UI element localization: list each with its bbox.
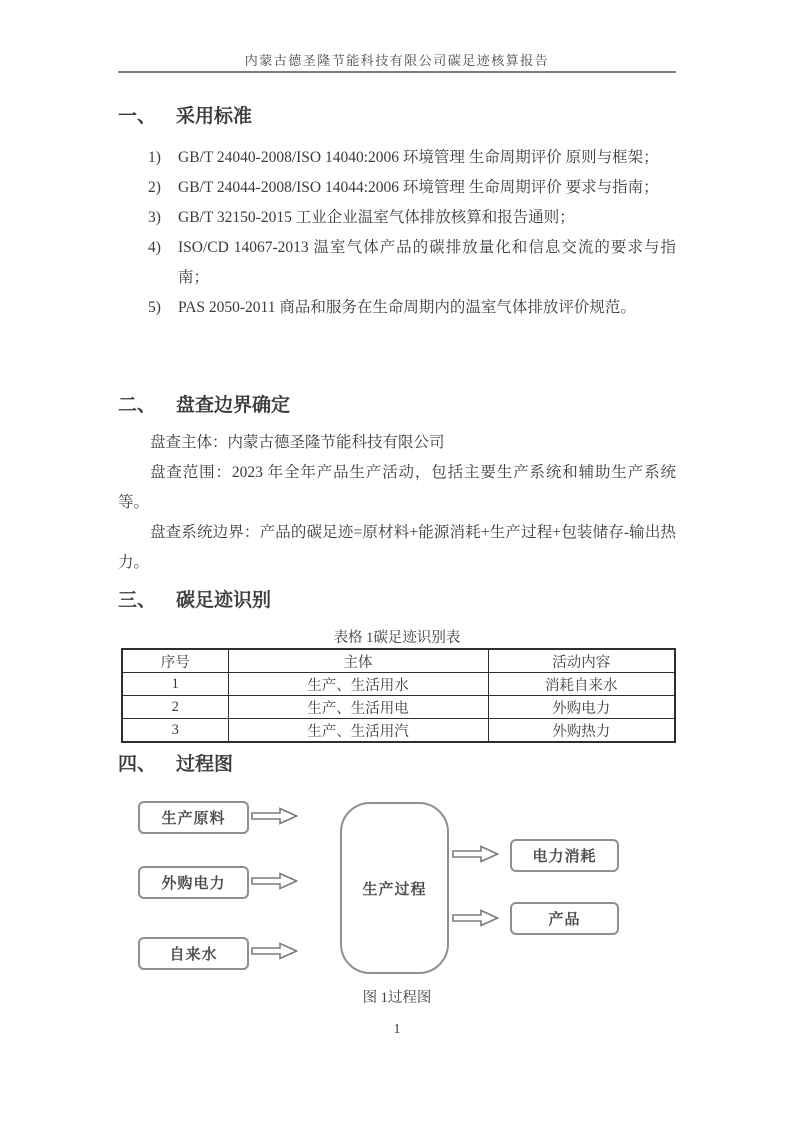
right-arrow-icon <box>251 807 298 825</box>
paragraph-scope: 盘查范围：2023 年全年产品生产活动，包括主要生产系统和辅助生产系统等。 <box>118 464 676 511</box>
section-title: 盘查边界确定 <box>176 395 291 416</box>
section-number: 二、 <box>118 395 157 416</box>
cell-activity: 消耗自来水 <box>488 673 675 696</box>
table-row <box>122 673 675 696</box>
right-arrow-icon <box>251 942 298 960</box>
section-heading-standards <box>118 101 252 128</box>
section-title: 采用标准 <box>176 106 253 127</box>
paragraph-subject: 盘查主体：内蒙古德圣隆节能科技有限公司 <box>150 434 445 451</box>
section-number: 一、 <box>118 106 157 127</box>
right-arrow-icon <box>452 909 499 927</box>
col-header-no: 序号 <box>122 649 228 673</box>
section-number: 四、 <box>118 754 157 775</box>
section-heading-process-diagram <box>118 749 233 776</box>
diagram-input-box-purchased-electricity: 外购电力 <box>138 866 249 899</box>
list-item-number: 3) <box>148 209 161 226</box>
boundary-paragraphs <box>118 428 676 578</box>
col-header-activity: 活动内容 <box>488 649 675 673</box>
diagram-process-box: 生产过程 <box>340 802 449 974</box>
table-row <box>122 696 675 719</box>
list-item-text: GB/T 24040-2008/ISO 14040:2006 环境管理 生命周期评价 原则与框架； <box>178 149 659 166</box>
table-caption: 表格 1碳足迹识别表 <box>333 630 461 646</box>
standards-list <box>118 143 676 323</box>
paragraph-system-boundary: 盘查系统边界：产品的碳足迹=原材料+能源消耗+生产过程+包装储存-输出热力。 <box>118 524 676 571</box>
diagram-input-box-raw-materials: 生产原料 <box>138 801 249 834</box>
cell-no: 1 <box>122 673 228 696</box>
cell-subject: 生产、生活用电 <box>228 696 488 719</box>
diagram-input-box-tap-water: 自来水 <box>138 937 249 970</box>
page-number: 1 <box>393 1022 401 1037</box>
list-item-number: 2) <box>148 179 161 196</box>
cell-subject: 生产、生活用汽 <box>228 719 488 743</box>
header-rule <box>118 71 676 73</box>
list-item-text: ISO/CD 14067-2013 温室气体产品的碳排放量化和信息交流的要求与指南； <box>178 239 676 286</box>
list-item <box>118 293 676 323</box>
list-item-text: PAS 2050-2011 商品和服务在生命周期内的温室气体排放评价规范。 <box>178 299 636 316</box>
list-item-number: 5) <box>148 299 161 316</box>
footprint-identification-table <box>121 648 676 743</box>
right-arrow-icon <box>452 845 499 863</box>
table-header-row <box>122 649 675 673</box>
col-header-subject: 主体 <box>228 649 488 673</box>
section-number: 三、 <box>118 590 157 611</box>
cell-subject: 生产、生活用水 <box>228 673 488 696</box>
process-flow-diagram <box>118 800 676 978</box>
figure-caption: 图 1过程图 <box>362 990 432 1006</box>
list-item <box>118 203 676 233</box>
section-title: 碳足迹识别 <box>176 590 272 611</box>
page-header-title: 内蒙古德圣隆节能科技有限公司碳足迹核算报告 <box>244 53 550 68</box>
cell-no: 3 <box>122 719 228 743</box>
cell-activity: 外购电力 <box>488 696 675 719</box>
list-item <box>118 233 676 293</box>
list-item <box>118 173 676 203</box>
section-heading-identification <box>118 585 271 612</box>
table-row <box>122 719 675 743</box>
diagram-output-box-electricity-consumption: 电力消耗 <box>510 839 619 872</box>
section-title: 过程图 <box>176 754 234 775</box>
list-item-text: GB/T 32150-2015 工业企业温室气体排放核算和报告通则； <box>178 209 575 226</box>
list-item-number: 1) <box>148 149 161 166</box>
list-item-number: 4) <box>148 239 161 256</box>
diagram-output-box-product: 产品 <box>510 902 619 935</box>
cell-no: 2 <box>122 696 228 719</box>
list-item <box>118 143 676 173</box>
list-item-text: GB/T 24044-2008/ISO 14044:2006 环境管理 生命周期评价 要求与指南； <box>178 179 659 196</box>
section-heading-boundary <box>118 390 290 417</box>
right-arrow-icon <box>251 872 298 890</box>
cell-activity: 外购热力 <box>488 719 675 743</box>
